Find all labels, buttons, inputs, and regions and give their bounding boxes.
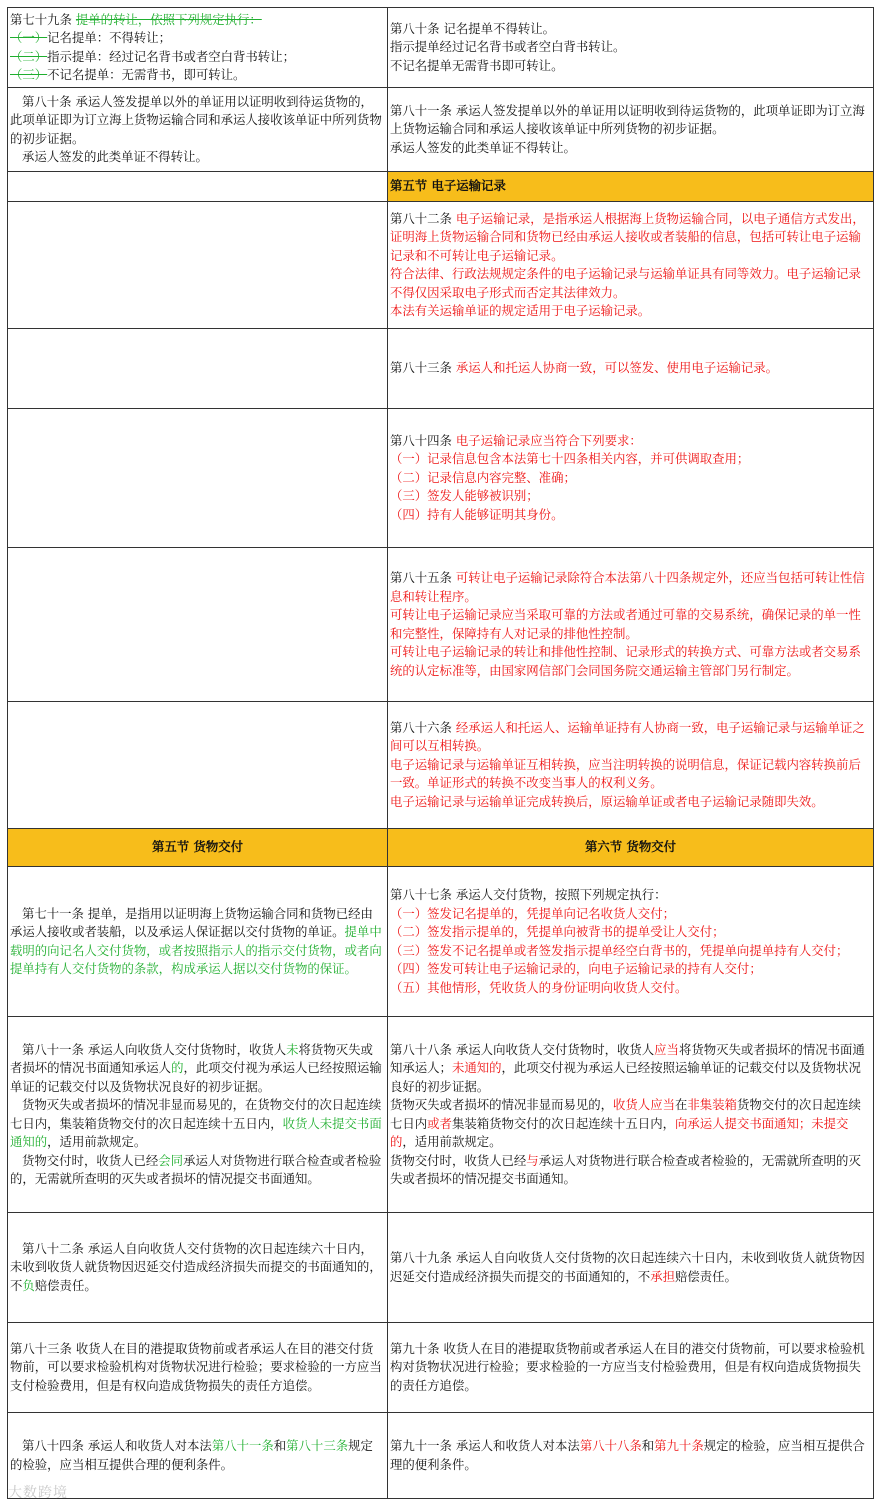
section-heading: 第六节 货物交付	[388, 829, 874, 867]
article-text: 承运人对货物进行联合检查或者检验的，无需就所查明的灭失或者损坏的情况提交书面通知。	[390, 1152, 861, 1186]
article-text: 和	[273, 1438, 287, 1453]
article-text: 第九十条 收货人在目的港提取货物前或者承运人在目的港交付货物前，可以要求检验机构对货物状况进行检验；要求检验的一方应当支付检验费用，但是有权向造成货物损失的责任方追偿。	[390, 1340, 865, 1393]
article-text: 在	[674, 1097, 688, 1112]
article-text: 货物交付时，收货人已经	[22, 1152, 159, 1168]
clause-text: 指示提单：经过记名背书或者空白背书转让；	[47, 48, 295, 64]
article-text: 将货物灭失或者损坏的情况书面通知承运人；	[390, 1041, 865, 1075]
article-text: 承运人对货物进行联合检查或者检验的，无需就所查明的灭失或者损坏的情况提交书面通知。	[10, 1152, 382, 1186]
list-item: （四）持有人能够证明其身份。	[390, 506, 564, 522]
added-text: 经承运人和托运人、运输单证持有人协商一致，电子运输记录与运输单证之间可以互相转换。	[390, 719, 865, 754]
article-text: 货物交付的次日起连续七日内	[390, 1097, 861, 1131]
article-text: 指示提单经过记名背书或者空白背书转让。	[390, 39, 626, 55]
article-text: 第八十条 承运人签发提单以外的单证用以证明收到待运货物的，此项单证即为订立海上货物运输合同和承运人接收该单证中所列货物的初步证据。	[10, 93, 382, 146]
article-text: 第八十九条 承运人自向收货人交付货物的次日起连续六十日内，未收到收货人就货物因迟延交付造成经济损失而提交的书面通知的，不	[390, 1250, 865, 1284]
law-comparison-table	[7, 7, 874, 1499]
article-text: 货物灭失或者损坏的情况非显而易见的，	[390, 1097, 614, 1112]
new-article-87-cell	[388, 867, 874, 1017]
article-number: 第八十四条	[390, 432, 456, 448]
added-text: 可转让电子运输记录应当采取可靠的方法或者通过可靠的交易系统，确保记录的单一性和完整性，保障持有人对记录的排他性控制。	[390, 607, 861, 641]
article-text: ，适用前款规定。	[47, 1134, 147, 1149]
changed-text: 负	[22, 1277, 35, 1293]
empty-cell	[8, 548, 388, 702]
article-text: 规定的检验，应当相互提供合理的便利条件。	[390, 1438, 865, 1472]
article-text: 第八十四条 承运人和收货人对本法	[22, 1438, 212, 1453]
article-text: 赔偿责任。	[34, 1277, 97, 1293]
changed-text: 会同	[158, 1152, 184, 1168]
new-article-80-cell	[388, 8, 874, 88]
article-text: 不记名提单无需背书即可转让。	[390, 57, 564, 73]
changed-text: 第八十一条	[211, 1438, 274, 1453]
deleted-text: （二）	[10, 48, 48, 64]
new-article-82-cell	[388, 202, 874, 329]
old-article-80-cell	[8, 88, 388, 172]
empty-cell	[8, 409, 388, 548]
empty-cell	[8, 702, 388, 829]
list-item: （二）记录信息内容完整、准确；	[390, 469, 576, 485]
old-article-71-cell	[8, 867, 388, 1017]
article-text: 货物交付时，收货人已经	[390, 1152, 527, 1168]
article-text: 第八十二条 承运人自向收货人交付货物的次日起连续六十日内，未收到收货人就货物因迟延交付造成经济损失而提交的书面通知的，不	[10, 1240, 382, 1293]
article-text: 第八十三条 收货人在目的港提取货物前或者承运人在目的港交付货物前，可以要求检验机构对货物状况进行检验；要求检验的一方应当支付检验费用，但是有权向造成货物损失的责任方追偿。	[10, 1340, 382, 1393]
list-item: （一）记录信息包含本法第七十四条相关内容，并可供调取查用；	[390, 451, 750, 467]
added-text: 非集装箱	[687, 1097, 737, 1112]
article-text: 和	[641, 1438, 655, 1453]
new-article-83-cell	[388, 329, 874, 409]
added-text: 承担	[650, 1268, 675, 1284]
changed-text: 收货人未提交书面通知的	[10, 1115, 382, 1149]
article-text: ，适用前款规定。	[402, 1134, 502, 1149]
watermark: 大数跨境	[8, 1485, 68, 1501]
article-text: 第八十七条 承运人交付货物，按照下列规定执行：	[390, 887, 667, 902]
new-article-90-cell	[388, 1323, 874, 1413]
table-row	[8, 548, 874, 702]
added-text: 应当	[654, 1041, 679, 1057]
table-row	[8, 8, 874, 88]
added-text: 电子运输记录与运输单证完成转换后，原运输单证或者电子运输记录随即失效。	[390, 793, 824, 809]
clause-text: 记名提单：不得转让；	[47, 30, 172, 45]
table-row	[8, 1213, 874, 1323]
added-text: 与	[526, 1152, 539, 1168]
clause-text: 不记名提单：无需背书，即可转让。	[47, 67, 246, 82]
table-row	[8, 867, 874, 1017]
list-item: （一）签发记名提单的，凭提单向记名收货人交付；	[390, 905, 675, 921]
new-article-81-cell	[388, 88, 874, 172]
list-item: （五）其他情形，凭收货人的身份证明向收货人交付。	[390, 979, 688, 995]
new-article-84-cell	[388, 409, 874, 548]
added-text: 第八十八条	[579, 1438, 642, 1453]
table-row	[8, 1323, 874, 1413]
added-text: 承运人和托运人协商一致，可以签发、使用电子运输记录。	[455, 360, 779, 376]
table-row	[8, 329, 874, 409]
article-number: 第八十五条	[390, 570, 456, 585]
article-text: 第八十一条 承运人向收货人交付货物时，收货人	[22, 1041, 287, 1057]
article-number: 第八十二条	[390, 210, 456, 226]
list-item: （三）签发不记名提单或者签发指示提单经空白背书的，凭提单向提单持有人交付；	[390, 942, 849, 958]
added-text: 可转让电子运输记录的转让和排他性控制、记录形式的转换方式、可靠方法或者交易系统的认定标准等，由国家网信部门会同国务院交通运输主管部门另行制定。	[390, 644, 861, 678]
article-text: 第八十一条 承运人签发提单以外的单证用以证明收到待运货物的，此项单证即为订立海上货物运输合同和承运人接收该单证中所列货物的初步证据。	[390, 102, 865, 137]
list-item: （三）签发人能够被识别；	[390, 488, 539, 504]
empty-cell	[8, 202, 388, 329]
new-article-91-cell	[388, 1413, 874, 1499]
table-row	[8, 1017, 874, 1213]
article-text: ，此项交付视为承运人已经按照运输单证的记载交付以及货物状况良好的初步证据。	[390, 1060, 861, 1094]
empty-cell	[8, 172, 388, 202]
table-row	[8, 702, 874, 829]
deleted-text: （三）	[10, 67, 48, 82]
added-text: 电子运输记录与运输单证互相转换，应当注明转换的说明信息，保证记载内容转换前后一致。单证形式的转换不改变当事人的权利义务。	[390, 756, 861, 791]
article-text: 第七十一条 提单，是指用以证明海上货物运输合同和货物已经由承运人接收或者装船，以及承运人保证据以交付货物的单证。	[10, 905, 373, 939]
table-row	[8, 1413, 874, 1499]
article-number: 第七十九条	[10, 11, 72, 27]
section-heading: 第五节 货物交付	[8, 829, 388, 867]
old-article-81-cell	[8, 1017, 388, 1213]
added-text: 电子运输记录，是指承运人根据海上货物运输合同，以电子通信方式发出，证明海上货物运输合同和货物已经由承运人接收或者装船的信息，包括可转让电子运输记录和不可转让电子运输记录。	[390, 210, 865, 263]
new-article-86-cell	[388, 702, 874, 829]
article-text: 赔偿责任。	[674, 1268, 737, 1284]
table-row	[8, 88, 874, 172]
article-text: 将货物灭失或者损坏的情况书面通知承运人	[10, 1041, 373, 1075]
article-text: 规定的检验，应当相互提供合理的便利条件。	[10, 1438, 373, 1472]
section-heading: 第五节 电子运输记录	[388, 172, 874, 202]
changed-text: 第八十三条	[286, 1438, 349, 1453]
new-article-85-cell	[388, 548, 874, 702]
article-text: 第八十条 记名提单不得转让。	[390, 20, 556, 36]
changed-text: 的	[171, 1060, 184, 1075]
added-text: 或者	[427, 1115, 452, 1131]
article-text: 货物灭失或者损坏的情况非显而易见的，在货物交付的次日起连续七日内，集装箱货物交付的次日起连续十五日内，	[10, 1097, 382, 1131]
added-text: 第九十条	[654, 1438, 704, 1453]
changed-text: 提单中载明的向记名人交付货物，或者按照指示人的指示交付货物，或者向提单持有人交付货物的条款，构成承运人据以交付货物的保证。	[10, 924, 382, 976]
added-text: 收货人应当	[613, 1097, 675, 1112]
added-text: 可转让电子运输记录除符合本法第八十四条规定外，还应当包括可转让性信息和转让程序。	[390, 570, 865, 604]
article-text: ，此项交付视为承运人已经按照运输单证的记载交付以及货物状况良好的初步证据。	[10, 1060, 382, 1094]
deleted-text: 提单的转让，依照下列规定执行：	[75, 11, 262, 27]
article-number: 第八十六条	[390, 719, 456, 735]
empty-cell	[8, 329, 388, 409]
article-text: 承运人签发的此类单证不得转让。	[390, 139, 576, 155]
added-text: 未通知的	[451, 1060, 502, 1075]
article-text: 承运人签发的此类单证不得转让。	[22, 149, 208, 164]
table-row	[8, 409, 874, 548]
list-item: （四）签发可转让电子运输记录的，向电子运输记录的持有人交付；	[390, 961, 762, 976]
deleted-text: （一）	[10, 30, 48, 45]
table-row	[8, 829, 874, 867]
new-article-88-cell	[388, 1017, 874, 1213]
article-number: 第八十三条	[390, 360, 456, 376]
added-text: 本法有关运输单证的规定适用于电子运输记录。	[390, 303, 651, 318]
new-article-89-cell	[388, 1213, 874, 1323]
article-text: 集装箱货物交付的次日起连续十五日内，	[451, 1115, 675, 1131]
added-text: 符合法律、行政法规规定条件的电子运输记录与运输单证具有同等效力。电子运输记录不得仅因采取电子形式而否定其法律效力。	[390, 266, 861, 300]
added-text: 向承运人提交书面通知；未提交的	[390, 1115, 849, 1149]
old-article-83-cell	[8, 1323, 388, 1413]
table-row	[8, 172, 874, 202]
old-article-79-cell	[8, 8, 388, 88]
list-item: （二）签发指示提单的，凭提单向被背书的提单受让人交付；	[390, 924, 725, 939]
table-row	[8, 202, 874, 329]
old-article-82-cell	[8, 1213, 388, 1323]
changed-text: 未	[286, 1041, 299, 1057]
added-text: 电子运输记录应当符合下列要求：	[455, 432, 642, 448]
article-text: 第八十八条 承运人向收货人交付货物时，收货人	[390, 1041, 655, 1057]
article-text: 第九十一条 承运人和收货人对本法	[390, 1438, 580, 1453]
